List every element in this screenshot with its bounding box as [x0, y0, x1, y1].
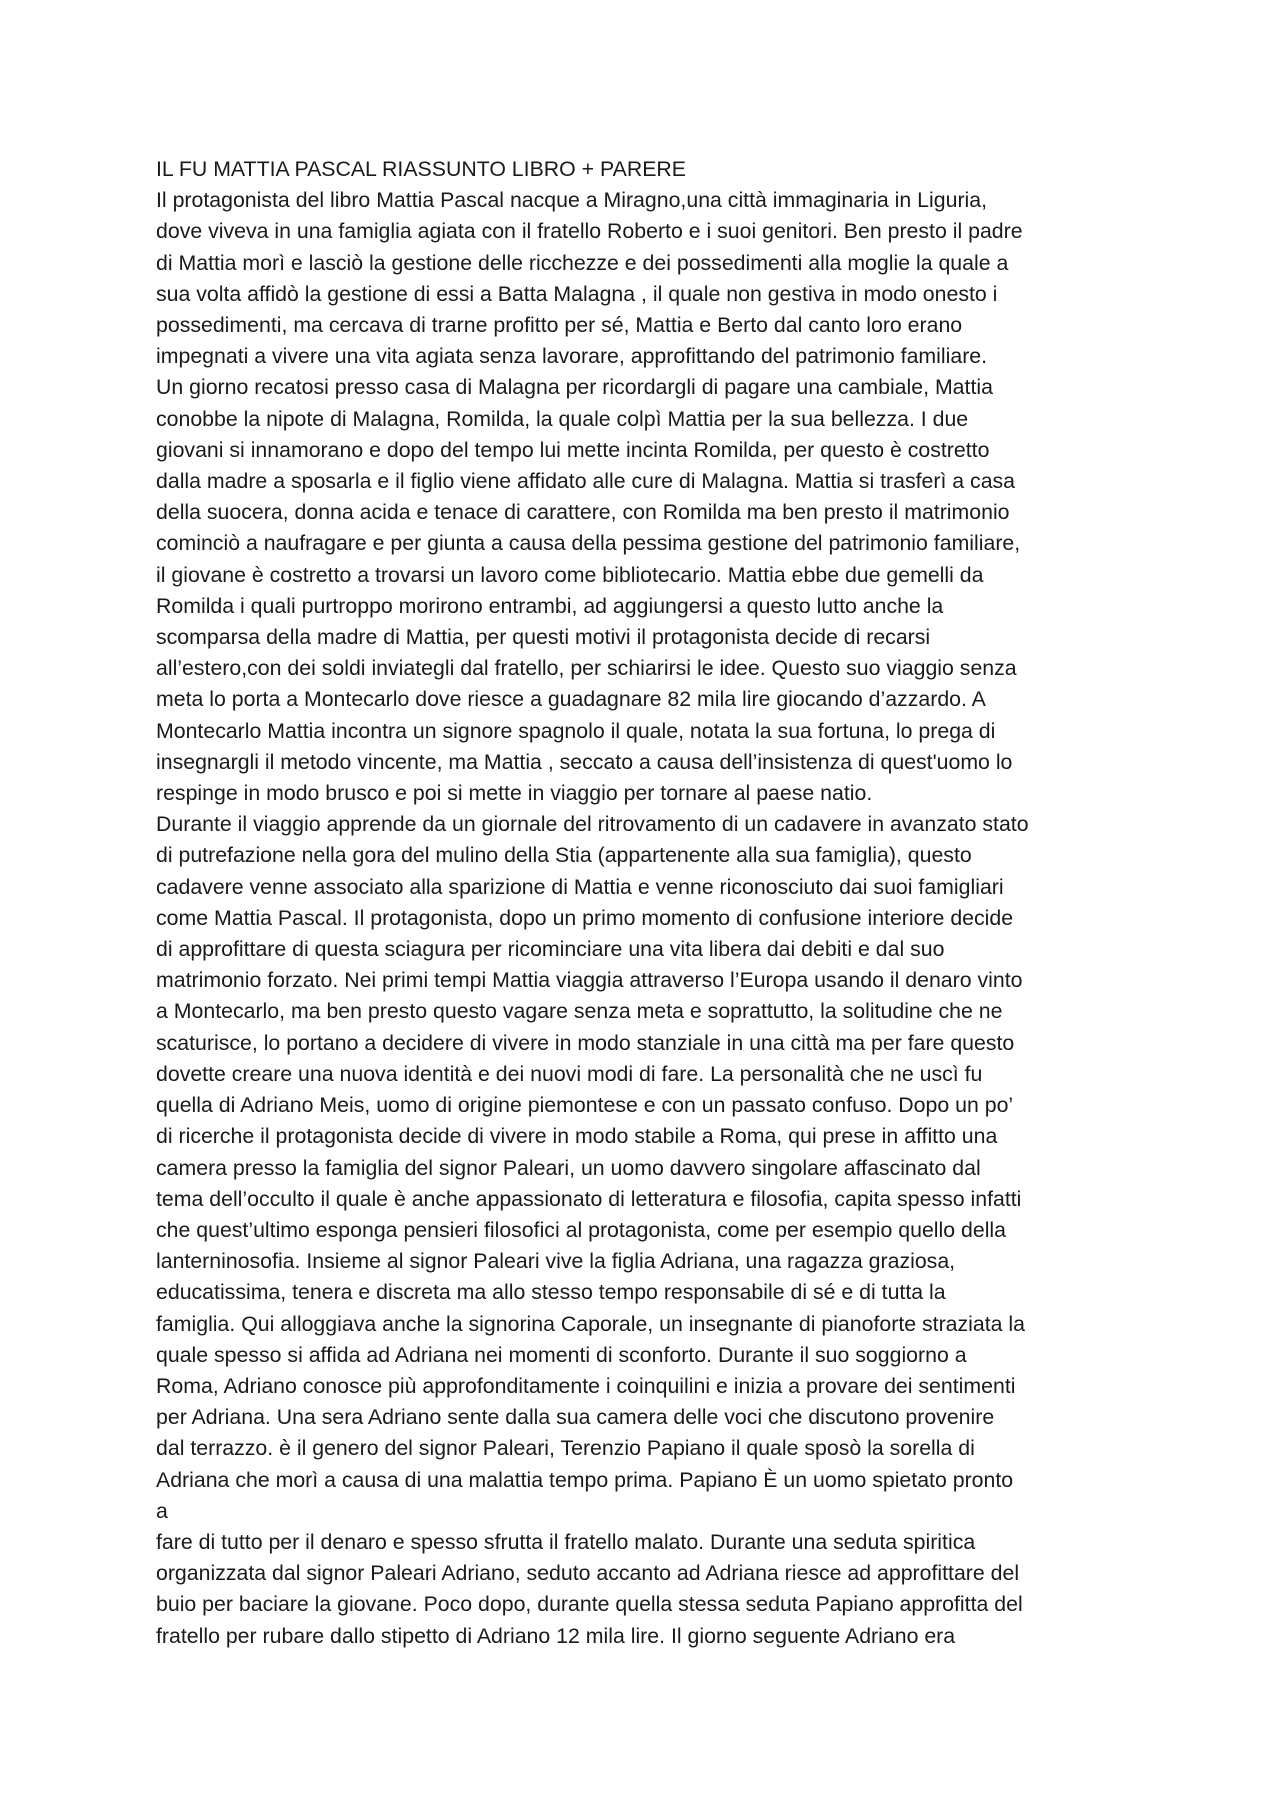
text-line: Romilda i quali purtroppo morirono entrambi, ad aggiungersi a questo lutto anche la [156, 593, 944, 618]
text-line: matrimonio forzato. Nei primi tempi Mattia viaggia attraverso l’Europa usando il denaro vinto [156, 968, 1023, 993]
text-line: quella di Adriano Meis, uomo di origine piemontese e con un passato confuso. Dopo un po’ [156, 1093, 1014, 1118]
text-line: organizzata dal signor Paleari Adriano, seduto accanto ad Adriana riesce ad approfittare del [156, 1561, 1020, 1586]
text-line: come Mattia Pascal. Il protagonista, dopo un primo momento di confusione interiore decide [156, 905, 1014, 930]
text-line: di Mattia morì e lasciò la gestione delle ricchezze e dei possedimenti alla moglie la quale a [156, 250, 1009, 275]
text-line: dal terrazzo. è il genero del signor Paleari, Terenzio Papiano il quale sposò la sorella di [156, 1436, 975, 1461]
text-line: conobbe la nipote di Malagna, Romilda, la quale colpì Mattia per la sua bellezza. I due [156, 406, 969, 431]
text-line: camera presso la famiglia del signor Paleari, un uomo davvero singolare affascinato dal [156, 1155, 981, 1180]
text-line: Durante il viaggio apprende da un giornale del ritrovamento di un cadavere in avanzato stato [156, 812, 1029, 837]
text-line: dovette creare una nuova identità e dei nuovi modi di fare. La personalità che ne uscì fu [156, 1061, 983, 1086]
text-line: quale spesso si affida ad Adriana nei momenti di sconforto. Durante il suo soggiorno a [156, 1342, 967, 1367]
text-line: a [156, 1498, 168, 1523]
text-line: che quest’ultimo esponga pensieri filosofici al protagonista, come per esempio quello della [156, 1217, 1007, 1242]
document-title: IL FU MATTIA PASCAL RIASSUNTO LIBRO + PARERE [156, 157, 686, 181]
text-line: a Montecarlo, ma ben presto questo vagare senza meta e soprattutto, la solitudine che ne [156, 999, 1003, 1024]
text-line: lanterninosofia. Insieme al signor Paleari vive la figlia Adriana, una ragazza graziosa, [156, 1249, 956, 1274]
text-line: impegnati a vivere una vita agiata senza lavorare, approfittando del patrimonio familiare. [156, 344, 988, 369]
text-line: il giovane è costretto a trovarsi un lavoro come bibliotecario. Mattia ebbe due gemelli da [156, 562, 984, 587]
text-line: giovani si innamorano e dopo del tempo lui mette incinta Romilda, per questo è costretto [156, 437, 990, 462]
text-line: Montecarlo Mattia incontra un signore spagnolo il quale, notata la sua fortuna, lo prega di [156, 718, 996, 743]
text-line: educatissima, tenera e discreta ma allo stesso tempo responsabile di sé e di tutta la [156, 1280, 946, 1305]
text-line: Il protagonista del libro Mattia Pascal nacque a Miragno,una città immaginaria in Liguria, [156, 188, 988, 213]
document-text [156, 154, 1156, 1652]
text-line: all’estero,con dei soldi inviategli dal fratello, per schiarirsi le idee. Questo suo viaggio senza [156, 656, 1017, 681]
text-line: Un giorno recatosi presso casa di Malagna per ricordargli di pagare una cambiale, Mattia [156, 375, 993, 400]
text-line: meta lo porta a Montecarlo dove riesce a guadagnare 82 mila lire giocando d’azzardo. A [156, 687, 986, 712]
text-line: di approfittare di questa sciagura per ricominciare una vita libera dai debiti e dal suo [156, 937, 945, 962]
text-line: respinge in modo brusco e poi si mette in viaggio per tornare al paese natio. [156, 781, 873, 806]
text-line: per Adriana. Una sera Adriano sente dalla sua camera delle voci che discutono provenire [156, 1405, 995, 1430]
text-line: di putrefazione nella gora del mulino della Stia (appartenente alla sua famiglia), questo [156, 843, 972, 868]
text-line: della suocera, donna acida e tenace di carattere, con Romilda ma ben presto il matrimonio [156, 500, 1010, 525]
text-line: dove viveva in una famiglia agiata con il fratello Roberto e i suoi genitori. Ben presto il padre [156, 219, 1023, 244]
text-line: scaturisce, lo portano a decidere di vivere in modo stanziale in una città ma per fare questo [156, 1030, 1015, 1055]
text-line: cadavere venne associato alla sparizione di Mattia e venne riconosciuto dai suoi famigliari [156, 874, 1004, 899]
text-line: fare di tutto per il denaro e spesso sfrutta il fratello malato. Durante una seduta spiritica [156, 1529, 976, 1554]
text-line: possedimenti, ma cercava di trarne profitto per sé, Mattia e Berto dal canto loro erano [156, 313, 963, 338]
text-line: di ricerche il protagonista decide di vivere in modo stabile a Roma, qui prese in affitto una [156, 1124, 998, 1149]
text-line: scomparsa della madre di Mattia, per questi motivi il protagonista decide di recarsi [156, 625, 931, 650]
text-line: famiglia. Qui alloggiava anche la signorina Caporale, un insegnante di pianoforte straziata la [156, 1311, 1025, 1336]
text-line: tema dell’occulto il quale è anche appassionato di letteratura e filosofia, capita spesso infatti [156, 1186, 1022, 1211]
text-line: Adriana che morì a causa di una malattia tempo prima. Papiano È un uomo spietato pronto [156, 1467, 1014, 1492]
text-line: insegnargli il metodo vincente, ma Mattia , seccato a causa dell’insistenza di quest'uomo lo [156, 749, 1013, 774]
text-line: Roma, Adriano conosce più approfonditamente i coinquilini e inizia a provare dei sentimenti [156, 1373, 1016, 1398]
text-line: cominciò a naufragare e per giunta a causa della pessima gestione del patrimonio familiare, [156, 531, 1021, 556]
text-line: fratello per rubare dallo stipetto di Adriano 12 mila lire. Il giorno seguente Adriano era [156, 1623, 956, 1648]
text-line: dalla madre a sposarla e il figlio viene affidato alle cure di Malagna. Mattia si trasferì a casa [156, 469, 1016, 494]
text-line: buio per baciare la giovane. Poco dopo, durante quella stessa seduta Papiano approfitta del [156, 1592, 1023, 1617]
text-line: sua volta affidò la gestione di essi a Batta Malagna , il quale non gestiva in modo onesto i [156, 281, 998, 306]
